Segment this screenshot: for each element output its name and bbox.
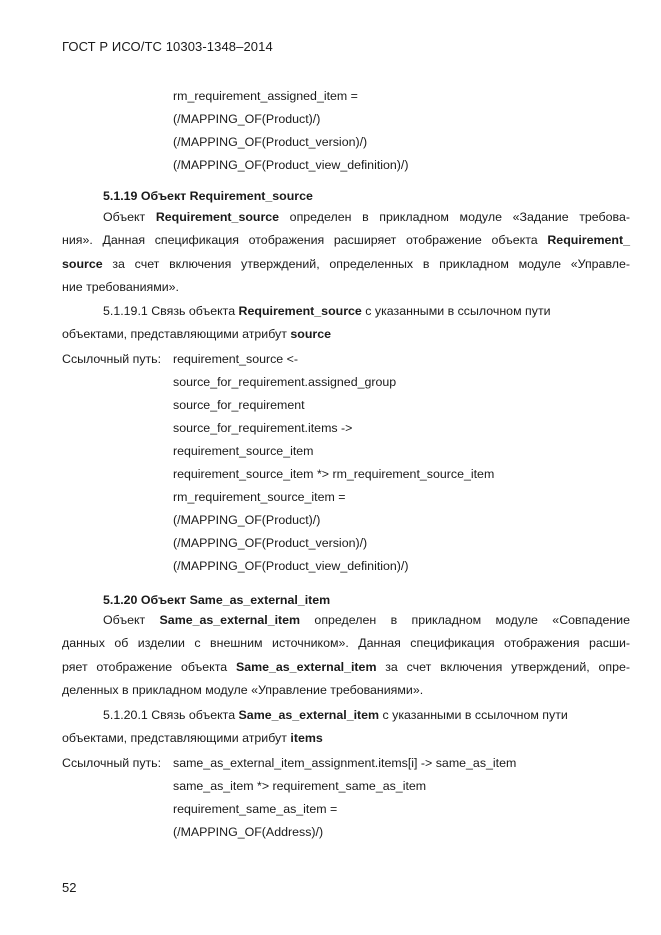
- reference-path-label: Ссылочный путь:: [62, 352, 162, 366]
- reference-path-line: same_as_external_item_assignment.items[i] -> same_as_item: [173, 756, 517, 770]
- text-line: source за счет включения утверждений, определенных в прикладном модуле «Управле-: [62, 256, 630, 271]
- reference-path-line: (/MAPPING_OF(Product_view_definition)/): [173, 559, 409, 573]
- text-line: ния». Данная спецификация отображения расширяет отображение объекта Requirement_: [62, 233, 630, 248]
- reference-path-line: same_as_item *> requirement_same_as_item: [173, 779, 427, 793]
- mapping-line: (/MAPPING_OF(Product_view_definition)/): [173, 158, 409, 172]
- reference-path-line: (/MAPPING_OF(Product_version)/): [173, 536, 368, 550]
- text-line: ние требованиями».: [62, 279, 179, 294]
- reference-path-line: requirement_same_as_item =: [173, 802, 338, 816]
- reference-path-line: (/MAPPING_OF(Product)/): [173, 513, 321, 527]
- reference-path-line: requirement_source_item: [173, 444, 314, 458]
- reference-path-line: rm_requirement_source_item =: [173, 490, 346, 504]
- mapping-line: (/MAPPING_OF(Product)/): [173, 112, 321, 126]
- reference-path-line: requirement_source_item *> rm_requirement_source_item: [173, 467, 495, 481]
- text-line: деленных в прикладном модуле «Управление требованиями».: [62, 682, 424, 697]
- paragraph: [62, 206, 630, 299]
- paragraph: [62, 704, 630, 751]
- text-line: Объект Same_as_external_item определен в прикладном модуле «Совпадение: [103, 613, 630, 627]
- text-line: данных об изделии с внешним источником». Данная спецификация отображения расши-: [62, 636, 630, 651]
- text-line: объектами, представляющими атрибут source: [62, 327, 332, 342]
- mapping-line: (/MAPPING_OF(Product_version)/): [173, 135, 368, 149]
- paragraph: [62, 609, 630, 702]
- text-line: 5.1.20.1 Связь объекта Same_as_external_item с указанными в ссылочном пути: [103, 708, 568, 722]
- text-line: 5.1.19.1 Связь объекта Requirement_source с указанными в ссылочном пути: [103, 304, 551, 318]
- reference-path-line: source_for_requirement.items ->: [173, 421, 353, 435]
- reference-path-line: (/MAPPING_OF(Address)/): [173, 825, 324, 839]
- reference-path-line: requirement_source <-: [173, 352, 299, 366]
- reference-path-line: source_for_requirement: [173, 398, 305, 412]
- document-header: ГОСТ Р ИСО/ТС 10303-1348–2014: [62, 39, 273, 54]
- section-heading: 5.1.19 Объект Requirement_source: [103, 189, 313, 203]
- paragraph: [62, 300, 630, 347]
- section-heading: 5.1.20 Объект Same_as_external_item: [103, 593, 331, 607]
- text-line: ряет отображение объекта Same_as_external_item за счет включения утверждений, опре-: [62, 659, 630, 674]
- reference-path-label: Ссылочный путь:: [62, 756, 162, 770]
- mapping-line: rm_requirement_assigned_item =: [173, 89, 358, 103]
- reference-path-line: source_for_requirement.assigned_group: [173, 375, 397, 389]
- page-number: 52: [62, 880, 77, 895]
- text-line: объектами, представляющими атрибут items: [62, 731, 323, 746]
- text-line: Объект Requirement_source определен в прикладном модуле «Задание требова-: [103, 210, 630, 224]
